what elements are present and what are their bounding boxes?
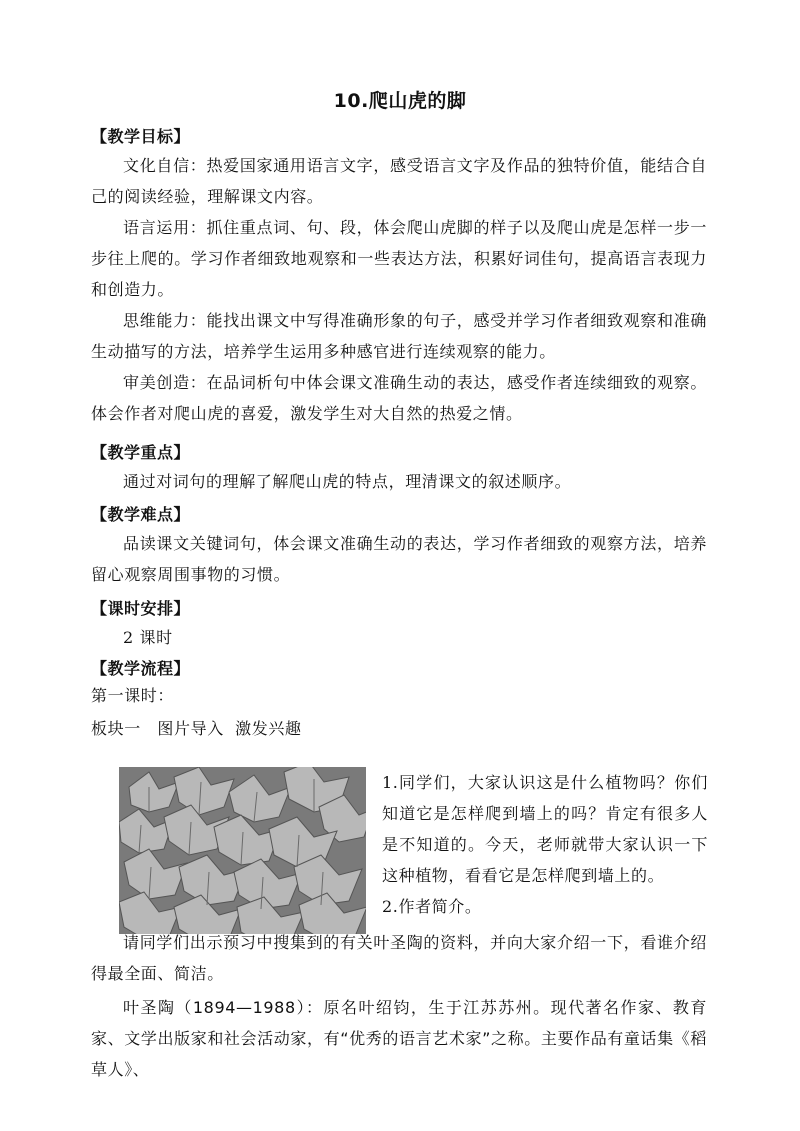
- page-title: 10.爬山虎的脚: [333, 90, 467, 112]
- goal-thinking: 思维能力：能找出课文中写得准确形象的句子，感受并学习作者细致观察和准确生动描写的方法，培养学生运用多种感官进行连续观察的能力。: [91, 311, 707, 361]
- heading-difficulties: 【教学难点】: [91, 505, 191, 524]
- heading-schedule: 【课时安排】: [91, 599, 191, 618]
- author-bio: 叶圣陶（1894—1988）：原名叶绍钧，生于江苏苏州。现代著名作家、教育家、文学出版家和社会活动家，有“优秀的语言艺术家”之称。主要作品有童话集《稻草人》、: [91, 998, 707, 1079]
- block-label: 板块一 图片导入 激发兴趣: [91, 719, 302, 738]
- goal-language: 语言运用：抓住重点词、句、段，体会爬山虎脚的样子以及爬山虎是怎样一步一步往上爬的。学习作者细致地观察和一些表达方法，积累好词佳句，提高语言表现力和创造力。: [91, 218, 707, 299]
- ivy-leaves-icon: [119, 767, 366, 934]
- goal-culture: 文化自信：热爱国家通用语言文字，感受语言文字及作品的独特价值，能结合自己的阅读经验，理解课文内容。: [91, 156, 707, 206]
- lesson-label: 第一课时：: [91, 686, 175, 705]
- key-points-text: 通过对词句的理解了解爬山虎的特点，理清课文的叙述顺序。: [123, 472, 572, 491]
- heading-key-points: 【教学重点】: [91, 443, 191, 462]
- schedule-text: 2 课时: [123, 628, 173, 647]
- ivy-leaves-photo: [119, 767, 366, 934]
- goal-aesthetics: 审美创造：在品词析句中体会课文准确生动的表达，感受作者连续细致的观察。体会作者对爬山虎的喜爱，激发学生对大自然的热爱之情。: [91, 373, 707, 423]
- step-2-text: 请同学们出示预习中搜集到的有关叶圣陶的资料，并向大家介绍一下，看谁介绍得最全面、简洁。: [91, 933, 707, 983]
- heading-process: 【教学流程】: [91, 659, 191, 678]
- step-1-text: 1.同学们，大家认识这是什么植物吗？你们知道它是怎样爬到墙上的吗？肯定有很多人是不知道的。今天，老师就带大家认识一下这种植物，看看它是怎样爬到墙上的。: [382, 773, 708, 885]
- heading-teaching-goals: 【教学目标】: [91, 127, 191, 146]
- difficulties-text: 品读课文关键词句，体会课文准确生动的表达，学习作者细致的观察方法，培养留心观察周围事物的习惯。: [91, 534, 707, 584]
- step-2-label: 2.作者简介。: [382, 897, 482, 916]
